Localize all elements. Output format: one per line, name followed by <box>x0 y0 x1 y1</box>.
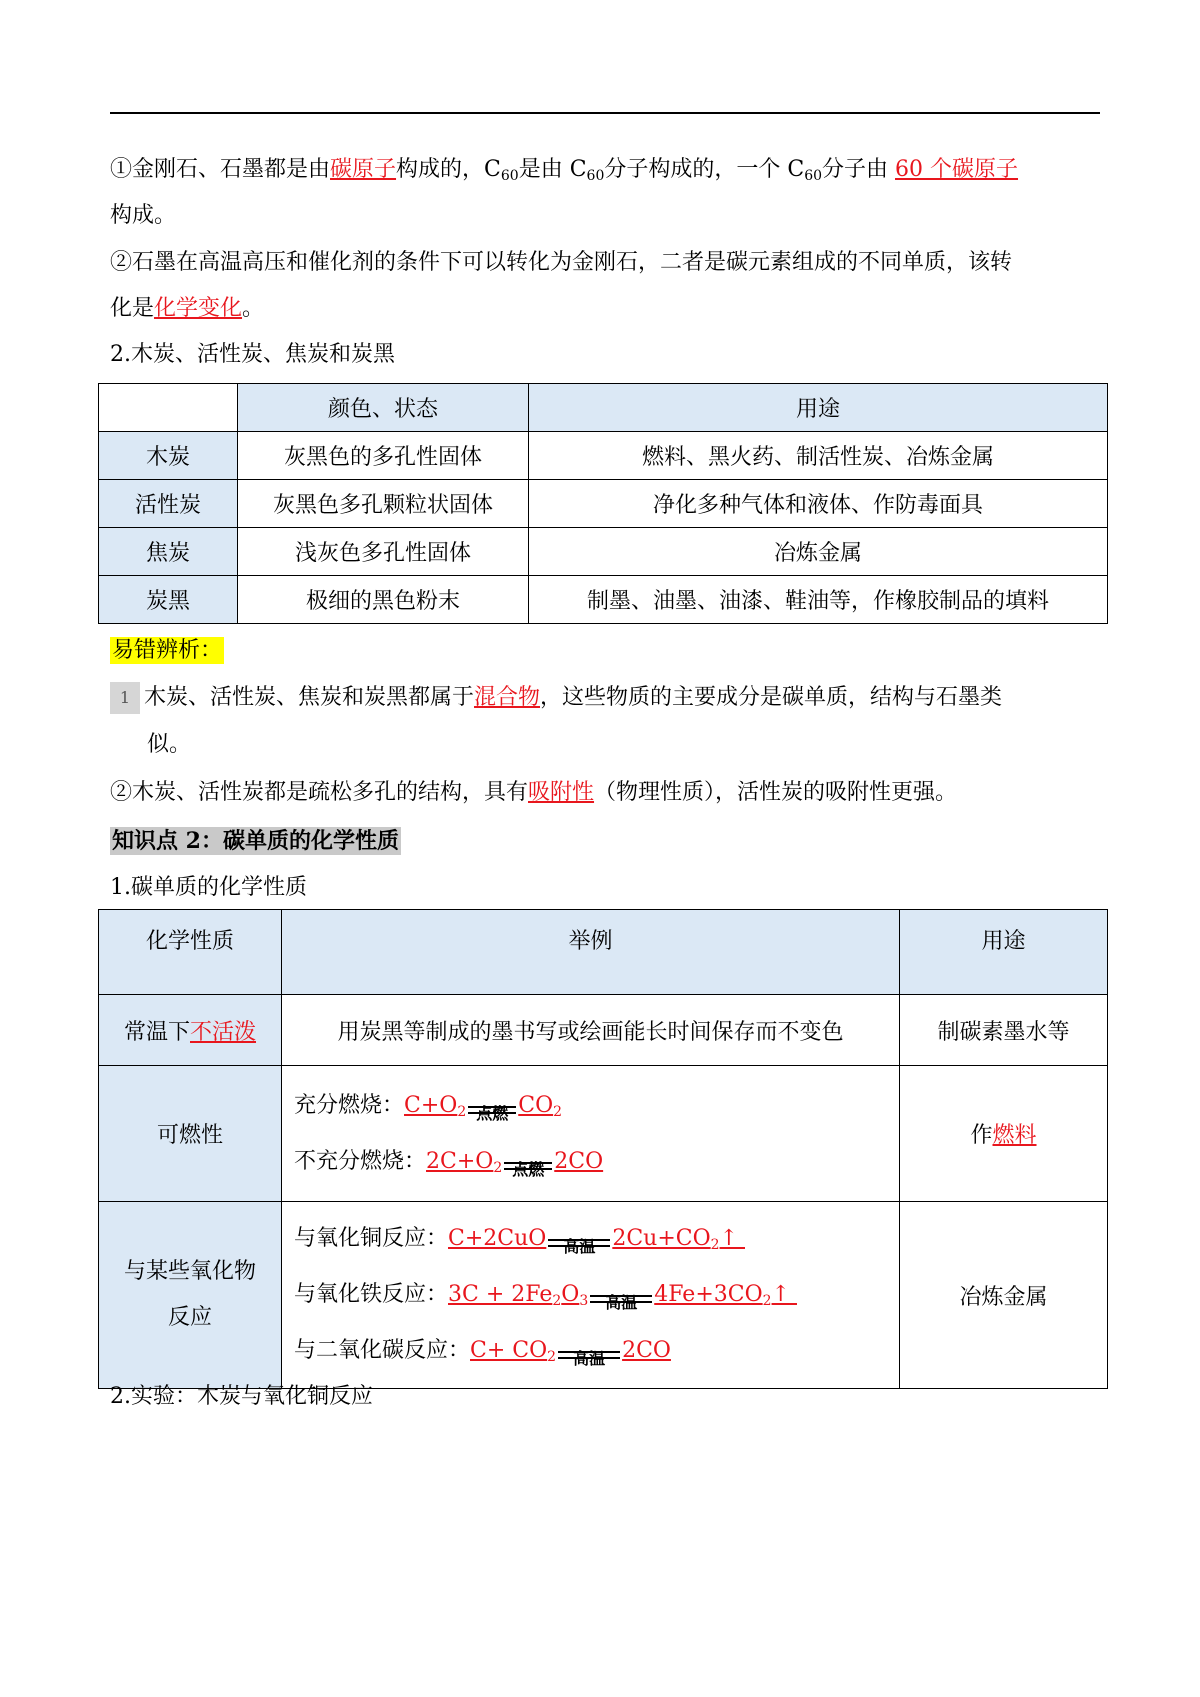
paragraph-structure: ①金刚石、石墨都是由碳原子构成的，$C_{60}$是由 $C_{60}$分子构成的，一个 $C_{60}$分子由 60 个碳原子 <box>110 157 1019 184</box>
header-property: 化学性质 <box>99 910 282 995</box>
equation-carbon-dioxide: 与二氧化碳反应：$C+ CO_2$ 高温 2CO <box>294 1338 671 1368</box>
pitfall-item-2: ②木炭、活性炭都是疏松多孔的结构，具有吸附性（物理性质），活性炭的吸附性更强。 <box>110 780 958 805</box>
circled-number: 1 <box>110 682 140 714</box>
answer-carbon-atom: 碳原子 <box>330 157 397 182</box>
header-use: 用途 <box>900 910 1108 995</box>
carbon-forms-table <box>98 383 1108 624</box>
equation-copper-oxide: 与氧化铜反应：C+2CuO 高温 $2Cu+CO_2↑$ <box>294 1226 738 1256</box>
table-row: 焦炭 浅灰色多孔性固体 冶炼金属 <box>99 528 1108 576</box>
answer-chemical-change: 化学变化 <box>154 296 243 321</box>
table-row: 常温下不活泼 用炭黑等制成的墨书写或绘画能长时间保存而不变色 制碳素墨水等 <box>99 995 1108 1066</box>
table-row: 木炭 灰黑色的多孔性固体 燃料、黑火药、制活性炭、冶炼金属 <box>99 432 1108 480</box>
table-row: 活性炭 灰黑色多孔颗粒状固体 净化多种气体和液体、作防毒面具 <box>99 480 1108 528</box>
paragraph-structure-cont: 构成。 <box>110 203 177 228</box>
header-color-state: 颜色、状态 <box>238 384 529 432</box>
subsection-experiment: 2.实验：木炭与氧化铜反应 <box>110 1384 373 1409</box>
table-header-row <box>99 910 1108 995</box>
answer-adsorption: 吸附性 <box>528 780 595 805</box>
knowledge-point-2: 知识点 2：碳单质的化学性质 <box>112 828 399 854</box>
paragraph-transform-cont: 化是化学变化。 <box>110 296 265 321</box>
header-blank <box>99 384 238 432</box>
section-title: 2.木炭、活性炭、焦炭和炭黑 <box>110 342 395 367</box>
subsection-title: 1.碳单质的化学性质 <box>110 875 307 900</box>
table-row: 与某些氧化物 反应 与氧化铜反应：C+2CuO 高温 $2Cu+CO_2↑$ 与氧化铁反应：$3C + 2Fe_2O_3$ 高温 $4Fe+3CO_2↑$ 与二氧化碳反应：$C+ CO_2$ 高温 2CO 冶炼金属 <box>99 1202 1108 1389</box>
equation-partial-combustion: 不充分燃烧：$2C+O_2$ 点燃 2CO <box>294 1148 604 1179</box>
header-example: 举例 <box>282 910 900 995</box>
table-row: 可燃性 充分燃烧：$C+O_2$ 点燃 $CO_2$ 不充分燃烧：$2C+O_2$ 点燃 2CO 作燃料 <box>99 1066 1108 1202</box>
equation-full-combustion: 充分燃烧：$C+O_2$ 点燃 $CO_2$ <box>294 1092 563 1123</box>
pitfall-item-1-cont: 似。 <box>147 732 192 757</box>
answer-mixture: 混合物 <box>474 685 541 710</box>
header-rule <box>110 112 1100 114</box>
chemical-properties-table <box>98 909 1108 1389</box>
answer-60-carbon-atoms: 60 个碳原子 <box>895 157 1019 182</box>
table-row: 炭黑 极细的黑色粉末 制墨、油墨、油漆、鞋油等，作橡胶制品的填料 <box>99 576 1108 624</box>
header-use: 用途 <box>529 384 1108 432</box>
answer-fuel: 燃料 <box>992 1123 1037 1148</box>
answer-inactive: 不活泼 <box>190 1019 257 1045</box>
paragraph-transform: ②石墨在高温高压和催化剂的条件下可以转化为金刚石，二者是碳元素组成的不同单质，该转 <box>110 250 1013 275</box>
table-header-row <box>99 384 1108 432</box>
pitfall-label: 易错辨析： <box>112 638 223 663</box>
pitfall-item-1: 1 木炭、活性炭、焦炭和炭黑都属于混合物，这些物质的主要成分是碳单质，结构与石墨类 <box>110 682 1002 714</box>
equation-iron-oxide: 与氧化铁反应：$3C + 2Fe_2O_3$ 高温 $4Fe+3CO_2↑$ <box>294 1282 790 1312</box>
